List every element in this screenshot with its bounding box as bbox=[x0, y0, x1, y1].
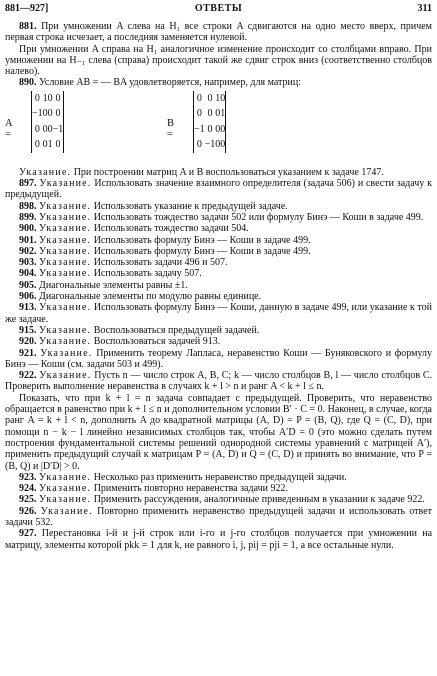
matrix-cell: 0 bbox=[220, 139, 226, 151]
matrix-row bbox=[32, 122, 64, 138]
hint-keyword: Указание. bbox=[39, 178, 92, 190]
matrix-cell: −1 bbox=[52, 123, 64, 135]
matrix-cell: 0 bbox=[196, 108, 202, 120]
answer-901 bbox=[5, 235, 432, 246]
answer-890-hint bbox=[5, 167, 432, 178]
matrix-cell: 0 bbox=[42, 108, 48, 120]
answer-text: Применить повторно неравенства задачи 922. bbox=[93, 483, 288, 495]
matrix-a-label: A = bbox=[5, 117, 13, 141]
answer-text: Использовать задачу 507. bbox=[93, 268, 202, 280]
answer-number: 901. bbox=[19, 234, 37, 246]
matrix-cell: 0 bbox=[47, 108, 53, 120]
answer-922-continued bbox=[5, 393, 432, 472]
answer-923 bbox=[5, 472, 432, 483]
matrix-row bbox=[194, 137, 226, 153]
answer-881 bbox=[5, 21, 432, 44]
matrix-cell: −1 bbox=[194, 123, 205, 135]
answer-921 bbox=[5, 348, 432, 371]
answer-text: Диагональные элементы равны ±1. bbox=[39, 279, 188, 291]
answer-number: 902. bbox=[19, 245, 37, 257]
matrix-cell: 0 bbox=[55, 92, 61, 104]
matrix-cell: 0 bbox=[47, 92, 53, 104]
answer-text: Пусть n — число строк A, B, C; k — число столбцов B, l — число столбцов C. Проверить выполнение неравенства в случаях k + l > n и ранг A < k + l ≤ n. bbox=[5, 370, 433, 393]
answer-text: Использовать формулу Бинэ — Коши, данную в задаче 499, или указание к той же задаче. bbox=[5, 302, 433, 325]
hint-keyword: Указание. bbox=[40, 347, 93, 359]
matrix-b bbox=[193, 91, 226, 153]
matrix-a bbox=[31, 91, 64, 153]
matrix-cell: 1 bbox=[215, 92, 221, 104]
answer-text: Использовать указание к предыдущей задаче. bbox=[93, 200, 288, 212]
header-page-number: 311 bbox=[417, 3, 432, 14]
answer-903 bbox=[5, 257, 432, 268]
hint-keyword: Указание. bbox=[39, 223, 92, 235]
answer-890 bbox=[5, 77, 432, 88]
hint-keyword: Указание. bbox=[39, 234, 92, 246]
answer-text: Повторно применить неравенство предыдущей задачи и использовать ответ задачи 532. bbox=[5, 505, 433, 528]
hint-keyword: Указание. bbox=[39, 268, 92, 280]
answer-900 bbox=[5, 223, 432, 234]
matrix-cell: 0 bbox=[42, 123, 48, 135]
hint-keyword: Указание. bbox=[39, 200, 92, 212]
answer-920 bbox=[5, 336, 432, 347]
answer-number: 915. bbox=[19, 324, 37, 336]
matrices-example bbox=[5, 91, 432, 159]
answer-text: Воспользоваться задачей 913. bbox=[93, 336, 221, 348]
matrix-row bbox=[194, 122, 226, 138]
matrix-cell: 1 bbox=[42, 92, 48, 104]
answer-924 bbox=[5, 483, 432, 494]
answer-897 bbox=[5, 178, 432, 201]
answer-text: При построении матриц A и B воспользоваться указанием к задаче 1747. bbox=[73, 166, 384, 178]
answer-text: Использовать тождество задачи 504. bbox=[93, 223, 249, 235]
matrix-cell: 0 bbox=[215, 108, 221, 120]
answer-text: Применить рассуждения, аналогичные приведенным в указании к задаче 922. bbox=[93, 494, 425, 506]
hint-keyword: Указание. bbox=[39, 257, 92, 269]
answer-number: 898. bbox=[19, 200, 37, 212]
hint-keyword: Указание. bbox=[39, 494, 92, 506]
matrix-row bbox=[32, 91, 64, 107]
hint-keyword: Указание. bbox=[39, 324, 92, 336]
answer-927 bbox=[5, 528, 432, 551]
matrix-cell: 0 bbox=[34, 139, 40, 151]
hint-keyword: Указание. bbox=[39, 471, 92, 483]
answer-number: 926. bbox=[19, 505, 37, 517]
matrix-cell: −1 bbox=[32, 108, 43, 120]
answer-number: 881. bbox=[19, 21, 37, 32]
matrix-cell: 0 bbox=[55, 139, 61, 151]
answer-number: 925. bbox=[19, 494, 37, 506]
matrix-row bbox=[32, 106, 64, 122]
answer-881-continued bbox=[5, 44, 432, 78]
answer-904 bbox=[5, 268, 432, 279]
matrix-cell: 0 bbox=[196, 92, 202, 104]
answer-926 bbox=[5, 506, 432, 529]
answer-text: Использовать значение взаимного определителя (задача 506) и свести задачу к предыдущей. bbox=[5, 178, 432, 201]
matrix-cell: 0 bbox=[220, 92, 226, 104]
answer-text: Использовать формулу Бинэ — Коши в задаче 499. bbox=[93, 245, 311, 257]
hint-keyword: Указание. bbox=[39, 483, 92, 495]
hint-keyword: Указание. bbox=[39, 211, 92, 223]
answer-number: 897. bbox=[19, 178, 37, 190]
answer-number: 899. bbox=[19, 211, 37, 223]
answer-number: 900. bbox=[19, 223, 37, 235]
matrix-cell: 0 bbox=[207, 92, 213, 104]
answer-925 bbox=[5, 494, 432, 505]
matrix-cell: 0 bbox=[215, 139, 221, 151]
answer-text: Перестановка i-й и j-й строк или i-го и j-го столбцов получается при умножении на матрицу, элементы которой pkk = 1 для k, не равного i, j, pij = pji = 1, а все остальные нули. bbox=[5, 528, 433, 551]
page-header bbox=[5, 3, 432, 17]
answer-text: Диагональные элементы по модулю равны единице. bbox=[39, 291, 262, 303]
answer-text: Показать, что при k + l = n задача совпадает с предыдущей. Проверить, что неравенство обращается в равенство при k + l ≤ n и дополнительном условии B′ · C = 0. Наконец, в случае, когда ранг A = k + l < n, дополнить A до квадратной матрицы (A, D) = P = (B, Q), где Q = (C, D), при помощи n − k − l линейно независимых столбцов так, чтобы A′D = 0 (это можно сделать путем построения фундаментальной системы решений однородной системы уравнений с матрицей A′), применить предыдущий случай к матрицам P = (A, D) и Q = (C, D) и принять во внимание, что P = (B, Q) и |D′D| > 0. bbox=[5, 392, 432, 472]
matrix-cell: 0 bbox=[215, 123, 221, 135]
matrix-cell: 0 bbox=[47, 123, 53, 135]
matrix-row bbox=[32, 137, 64, 153]
answer-number: 904. bbox=[19, 268, 37, 280]
answer-number: 927. bbox=[19, 528, 37, 540]
matrix-cell: 0 bbox=[220, 123, 226, 135]
answer-number: 890. bbox=[19, 77, 37, 89]
matrix-cell: 1 bbox=[47, 139, 53, 151]
matrix-cell: 0 bbox=[55, 108, 61, 120]
answer-number: 923. bbox=[19, 471, 37, 483]
hint-keyword: Указание. bbox=[39, 370, 92, 382]
answer-913 bbox=[5, 302, 432, 325]
matrix-cell: 0 bbox=[207, 108, 213, 120]
answer-text: Использовать тождество задачи 502 или формулу Бинэ — Коши в задаче 499. bbox=[93, 211, 424, 223]
answer-text: Использовать задачи 496 и 507. bbox=[93, 257, 228, 269]
matrix-row bbox=[194, 91, 226, 107]
answer-905 bbox=[5, 280, 432, 291]
answer-text: Условие AB = — BA удовлетворяется, например, для матриц: bbox=[39, 77, 301, 89]
hint-keyword: Указание. bbox=[39, 245, 92, 257]
hint-keyword: Указание. bbox=[39, 336, 92, 348]
matrix-cell: 0 bbox=[42, 139, 48, 151]
answer-number: 921. bbox=[19, 347, 37, 359]
answer-number: 920. bbox=[19, 336, 37, 348]
answer-906 bbox=[5, 291, 432, 302]
answer-text: Применить теорему Лапласа, неравенство Коши — Буняковского и формулу Бинэ — Коши (см. задачи 503 и 499). bbox=[5, 347, 433, 370]
answer-text: Несколько раз применить неравенство предыдущей задачи. bbox=[93, 471, 347, 483]
answer-text: При умножении A слева на H₁ все строки A сдвигаются на одно место вверх, причем первая строка исчезает, а последняя заменяется нулевой. bbox=[5, 21, 432, 44]
page-body bbox=[5, 21, 432, 551]
matrix-cell: 0 bbox=[196, 139, 202, 151]
answer-text: Использовать формулу Бинэ — Коши в задаче 499. bbox=[93, 234, 311, 246]
answer-915 bbox=[5, 325, 432, 336]
answer-number: 906. bbox=[19, 291, 37, 303]
header-section-title: ОТВЕТЫ bbox=[194, 3, 243, 14]
answer-number: 905. bbox=[19, 279, 37, 291]
answer-number: 903. bbox=[19, 257, 37, 269]
answer-number: 922. bbox=[19, 370, 37, 382]
matrix-cell: 1 bbox=[220, 108, 226, 120]
matrix-cell: 0 bbox=[34, 123, 40, 135]
answer-922 bbox=[5, 370, 432, 393]
hint-keyword: Указание. bbox=[39, 302, 92, 314]
answer-text: Воспользоваться предыдущей задачей. bbox=[93, 324, 260, 336]
matrix-row bbox=[194, 106, 226, 122]
answer-text: При умножении A справа на H₁ аналогичное изменение происходит со столбцами вправо. При умножении на H₋₁ слева (справа) происходит такой же сдвиг строк вниз (соответственно столбцов налево). bbox=[5, 43, 432, 78]
matrix-cell: −1 bbox=[204, 139, 216, 151]
answer-898 bbox=[5, 201, 432, 212]
answer-899 bbox=[5, 212, 432, 223]
matrix-b-label: B = bbox=[167, 117, 175, 141]
answer-902 bbox=[5, 246, 432, 257]
header-problem-range: 881—927] bbox=[5, 3, 49, 14]
answer-number: 913. bbox=[19, 302, 37, 314]
hint-keyword: Указание. bbox=[40, 505, 93, 517]
matrix-cell: 0 bbox=[34, 92, 40, 104]
matrix-cell: 0 bbox=[207, 123, 213, 135]
answer-number: 924. bbox=[19, 483, 37, 495]
hint-keyword: Указание. bbox=[19, 166, 72, 178]
